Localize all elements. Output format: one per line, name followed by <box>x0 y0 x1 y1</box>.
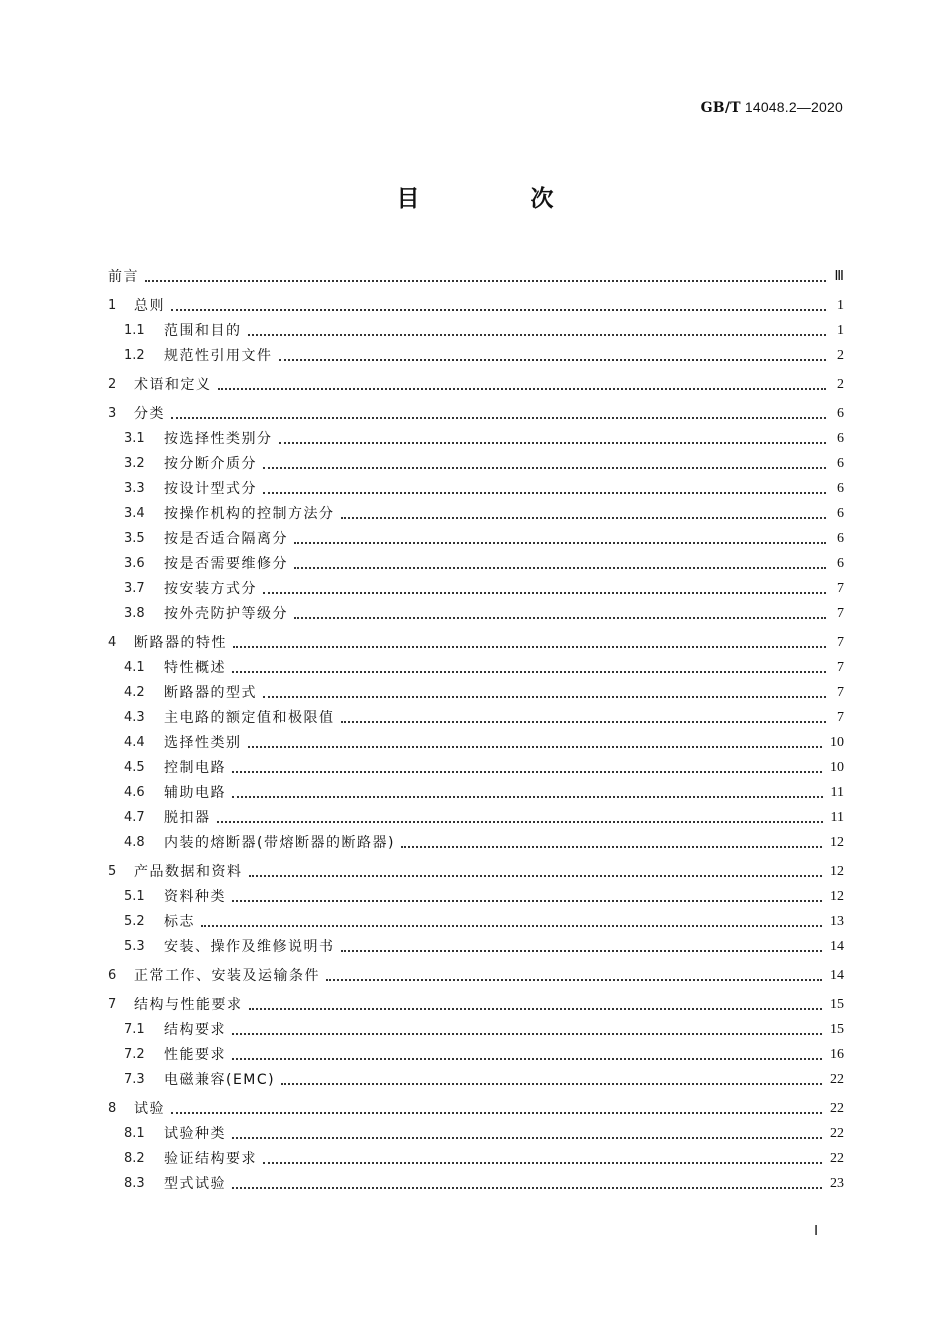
toc-entry[interactable] <box>108 729 844 754</box>
toc-leader-dots <box>232 1187 822 1189</box>
toc-entry[interactable] <box>108 575 844 600</box>
toc-entry-number: 4.1 <box>124 660 145 675</box>
toc-entry[interactable] <box>108 883 844 908</box>
toc-entry-page: 6 <box>837 531 844 546</box>
toc-entry-page: 22 <box>830 1126 844 1141</box>
toc-entry-title: 选择性类别 <box>164 735 242 751</box>
toc-entry-title: 规范性引用文件 <box>164 348 273 364</box>
toc-entry-number: 8.1 <box>124 1126 145 1141</box>
toc-entry[interactable] <box>108 625 844 654</box>
toc-entry[interactable] <box>108 679 844 704</box>
toc-entry[interactable] <box>108 1016 844 1041</box>
toc-entry-title: 标志 <box>164 914 195 930</box>
toc-entry-number: 5.2 <box>124 914 145 929</box>
toc-entry-page: Ⅲ <box>834 269 844 284</box>
toc-leader-dots <box>401 846 822 848</box>
toc-entry-page: 11 <box>830 785 844 800</box>
toc-entry-number: 5.3 <box>124 939 145 954</box>
toc-entry-page: 7 <box>837 685 844 700</box>
toc-entry-page: 6 <box>837 456 844 471</box>
toc-entry-title: 验证结构要求 <box>164 1151 257 1167</box>
toc-leader-dots <box>263 592 826 594</box>
toc-entry-page: 15 <box>830 997 844 1012</box>
toc-entry-page: 13 <box>830 914 844 929</box>
toc-leader-dots <box>294 567 826 569</box>
toc-entry[interactable] <box>108 342 844 367</box>
toc-entry-number: 4.6 <box>124 785 145 800</box>
toc-entry-title: 试验 <box>134 1101 165 1117</box>
standard-number <box>701 99 843 116</box>
toc-entry-page: 7 <box>837 581 844 596</box>
toc-entry-number: 4 <box>108 635 117 650</box>
toc-entry-title: 产品数据和资料 <box>134 864 243 880</box>
toc-entry-title: 总则 <box>134 298 165 314</box>
toc-leader-dots <box>281 1083 822 1085</box>
toc-entry-page: 1 <box>837 323 844 338</box>
toc-entry-title: 试验种类 <box>164 1126 226 1142</box>
toc-entry[interactable] <box>108 958 844 987</box>
toc-entry-title: 性能要求 <box>164 1047 226 1063</box>
toc-entry-title: 按操作机构的控制方法分 <box>164 506 335 522</box>
toc-entry-page: 7 <box>837 635 844 650</box>
page-folio: Ⅰ <box>814 1224 819 1239</box>
toc-entry-number: 3 <box>108 406 117 421</box>
toc-entry[interactable] <box>108 450 844 475</box>
toc-entry-page: 7 <box>837 710 844 725</box>
toc-entry-number: 6 <box>108 968 117 983</box>
toc-entry-number: 4.5 <box>124 760 145 775</box>
toc-entry-page: 7 <box>837 606 844 621</box>
toc-entry-number: 3.4 <box>124 506 145 521</box>
toc-leader-dots <box>232 796 823 798</box>
toc-entry-page: 12 <box>830 864 844 879</box>
toc-entry-number: 4.8 <box>124 835 145 850</box>
toc-entry-number: 7.2 <box>124 1047 145 1062</box>
toc-entry[interactable] <box>108 779 844 804</box>
toc-entry[interactable] <box>108 804 844 829</box>
toc-entry-page: 2 <box>837 377 844 392</box>
toc-entry-title: 按选择性类别分 <box>164 431 273 447</box>
toc-entry-title: 电磁兼容(EMC) <box>164 1072 276 1088</box>
toc-entry-number: 7 <box>108 997 117 1012</box>
toc-entry[interactable] <box>108 854 844 883</box>
toc-entry-title: 分类 <box>134 406 165 422</box>
toc-entry-title: 特性概述 <box>164 660 226 676</box>
toc-entry-number: 7.3 <box>124 1072 145 1087</box>
toc-leader-dots <box>171 309 826 311</box>
toc-leader-dots <box>201 925 822 927</box>
toc-entry-title: 控制电路 <box>164 760 226 776</box>
toc-entry[interactable] <box>108 317 844 342</box>
toc-leader-dots <box>232 1137 822 1139</box>
toc-leader-dots <box>145 280 826 282</box>
toc-entry-title: 资料种类 <box>164 889 226 905</box>
toc-entry-number: 3.3 <box>124 481 145 496</box>
toc-leader-dots <box>279 442 827 444</box>
toc-entry-title: 结构要求 <box>164 1022 226 1038</box>
toc-leader-dots <box>263 492 826 494</box>
toc-entry[interactable] <box>108 704 844 729</box>
toc-entry-number: 8.2 <box>124 1151 145 1166</box>
toc-entry-page: 12 <box>830 835 844 850</box>
toc-entry-number: 3.7 <box>124 581 145 596</box>
toc-entry-page: 14 <box>830 939 844 954</box>
toc-entry[interactable] <box>108 259 844 288</box>
toc-entry-page: 1 <box>837 298 844 313</box>
toc-entry-title: 内装的熔断器(带熔断器的断路器) <box>164 835 395 851</box>
toc-entry[interactable] <box>108 367 844 396</box>
toc-entry-number: 3.1 <box>124 431 145 446</box>
toc-entry-title: 按设计型式分 <box>164 481 257 497</box>
toc-entry-number: 5.1 <box>124 889 145 904</box>
toc-leader-dots <box>232 771 822 773</box>
toc-entry-number: 4.4 <box>124 735 145 750</box>
toc-entry-title: 主电路的额定值和极限值 <box>164 710 335 726</box>
toc-entry[interactable] <box>108 288 844 317</box>
toc-leader-dots <box>279 359 827 361</box>
toc-entry-number: 4.2 <box>124 685 145 700</box>
toc-leader-dots <box>232 1033 822 1035</box>
toc-entry[interactable] <box>108 754 844 779</box>
toc-entry-page: 6 <box>837 556 844 571</box>
toc-leader-dots <box>326 979 822 981</box>
toc-entry-title: 前言 <box>108 269 139 285</box>
toc-entry-number: 3.8 <box>124 606 145 621</box>
toc-entry-title: 安装、操作及维修说明书 <box>164 939 335 955</box>
toc-entry-page: 22 <box>830 1101 844 1116</box>
toc-entry[interactable] <box>108 525 844 550</box>
toc-entry-title: 脱扣器 <box>164 810 211 826</box>
toc-entry[interactable] <box>108 1091 844 1120</box>
toc-entry-title: 辅助电路 <box>164 785 226 801</box>
toc-entry[interactable] <box>108 933 844 958</box>
toc-leader-dots <box>171 1112 822 1114</box>
toc-entry-page: 22 <box>830 1151 844 1166</box>
toc-entry-page: 6 <box>837 431 844 446</box>
toc-entry-title: 结构与性能要求 <box>134 997 243 1013</box>
toc-entry-page: 14 <box>830 968 844 983</box>
standard-code: 14048.2—2020 <box>744 99 843 115</box>
toc-entry-number: 1.2 <box>124 348 145 363</box>
toc-entry-page: 10 <box>830 735 844 750</box>
toc-entry-number: 8.3 <box>124 1176 145 1191</box>
toc-leader-dots <box>232 900 822 902</box>
toc-entry-number: 4.3 <box>124 710 145 725</box>
toc-entry-number: 7.1 <box>124 1022 145 1037</box>
toc-entry-number: 1 <box>108 298 117 313</box>
toc-entry-number: 1.1 <box>124 323 145 338</box>
toc-entry[interactable] <box>108 1066 844 1091</box>
toc-leader-dots <box>232 1058 822 1060</box>
toc-leader-dots <box>341 721 827 723</box>
toc-entry[interactable] <box>108 987 844 1016</box>
standard-prefix: GB/T <box>700 100 741 116</box>
toc-leader-dots <box>263 696 826 698</box>
toc-entry-page: 10 <box>830 760 844 775</box>
toc-leader-dots <box>294 542 826 544</box>
toc-leader-dots <box>217 821 823 823</box>
toc-leader-dots <box>248 746 823 748</box>
toc-entry-page: 6 <box>837 481 844 496</box>
toc-leader-dots <box>263 467 826 469</box>
toc-entry-page: 6 <box>837 506 844 521</box>
toc-leader-dots <box>171 417 826 419</box>
toc-entry-number: 4.7 <box>124 810 145 825</box>
toc-leader-dots <box>249 1008 823 1010</box>
toc-entry-page: 22 <box>830 1072 844 1087</box>
toc-entry-number: 3.2 <box>124 456 145 471</box>
toc-entry-title: 按安装方式分 <box>164 581 257 597</box>
toc-entry-page: 16 <box>830 1047 844 1062</box>
table-of-contents <box>108 259 844 1195</box>
toc-entry[interactable] <box>108 1041 844 1066</box>
toc-entry-page: 7 <box>837 660 844 675</box>
toc-leader-dots <box>218 388 827 390</box>
toc-entry-title: 按是否适合隔离分 <box>164 531 288 547</box>
toc-entry[interactable] <box>108 475 844 500</box>
toc-leader-dots <box>248 334 827 336</box>
toc-entry-page: 6 <box>837 406 844 421</box>
toc-entry[interactable] <box>108 908 844 933</box>
toc-entry-number: 3.5 <box>124 531 145 546</box>
toc-entry[interactable] <box>108 425 844 450</box>
toc-entry-page: 23 <box>830 1176 844 1191</box>
toc-entry[interactable] <box>108 396 844 425</box>
toc-entry[interactable] <box>108 1145 844 1170</box>
toc-leader-dots <box>249 875 823 877</box>
toc-leader-dots <box>232 671 826 673</box>
toc-entry[interactable] <box>108 829 844 854</box>
page-title: 目 次 <box>396 186 598 212</box>
toc-leader-dots <box>233 646 826 648</box>
toc-entry-title: 断路器的型式 <box>164 685 257 701</box>
toc-entry[interactable] <box>108 1170 844 1195</box>
toc-entry-number: 2 <box>108 377 117 392</box>
toc-entry-title: 型式试验 <box>164 1176 226 1192</box>
toc-entry[interactable] <box>108 550 844 575</box>
toc-entry-title: 断路器的特性 <box>134 635 227 651</box>
toc-entry-page: 15 <box>830 1022 844 1037</box>
toc-entry[interactable] <box>108 1120 844 1145</box>
toc-entry-number: 3.6 <box>124 556 145 571</box>
toc-entry[interactable] <box>108 500 844 525</box>
toc-leader-dots <box>341 517 827 519</box>
toc-leader-dots <box>263 1162 822 1164</box>
toc-leader-dots <box>294 617 826 619</box>
toc-entry-title: 按外壳防护等级分 <box>164 606 288 622</box>
toc-entry-title: 按分断介质分 <box>164 456 257 472</box>
toc-entry-title: 按是否需要维修分 <box>164 556 288 572</box>
toc-entry[interactable] <box>108 654 844 679</box>
toc-entry-page: 11 <box>830 810 844 825</box>
toc-entry-title: 范围和目的 <box>164 323 242 339</box>
toc-leader-dots <box>341 950 823 952</box>
toc-entry-title: 正常工作、安装及运输条件 <box>134 968 320 984</box>
toc-entry-number: 5 <box>108 864 117 879</box>
toc-entry-number: 8 <box>108 1101 117 1116</box>
toc-entry-page: 2 <box>837 348 844 363</box>
toc-entry[interactable] <box>108 600 844 625</box>
toc-entry-title: 术语和定义 <box>134 377 212 393</box>
toc-entry-page: 12 <box>830 889 844 904</box>
